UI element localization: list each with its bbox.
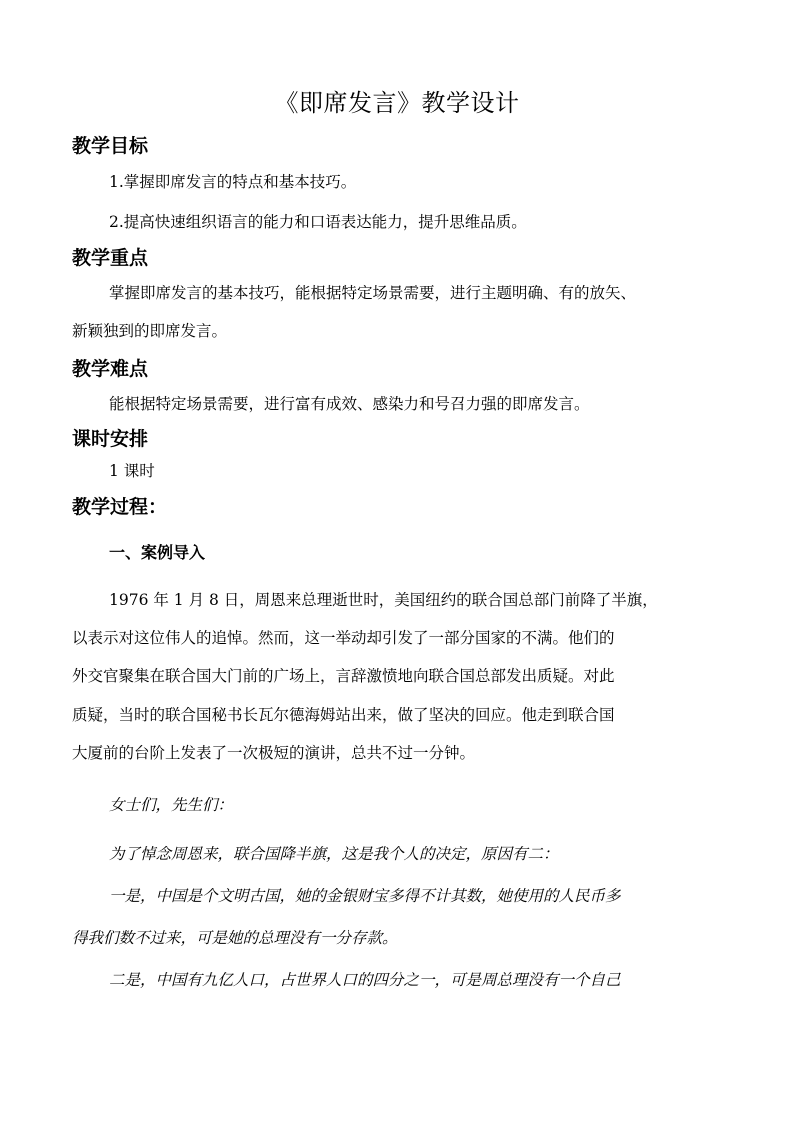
speech-reason-line: 得我们数不过来，可是她的总理没有一分存款。 bbox=[72, 929, 398, 947]
objective-item: 2.提高快速组织语言的能力和口语表达能力，提升思维品质。 bbox=[109, 213, 527, 231]
speech-line: 为了悼念周恩来，联合国降半旗，这是我个人的决定，原因有二： bbox=[109, 845, 559, 863]
paragraph-line: 外交官聚集在联合国大门前的广场上，言辞激愤地向联合国总部发出质疑。对此 bbox=[72, 667, 615, 685]
difficulties-line: 能根据特定场景需要，进行富有成效、感染力和号召力强的即席发言。 bbox=[109, 395, 590, 413]
heading-key-points: 教学重点 bbox=[72, 247, 149, 269]
paragraph-line: 1976 年 1 月 8 日，周恩来总理逝世时，美国纽约的联合国总部门前降了半旗， bbox=[109, 591, 658, 609]
speech-reason-line: 一是，中国是个文明古国，她的金银财宝多得不计其数，她使用的人民币多 bbox=[109, 887, 621, 905]
key-points-line: 掌握即席发言的基本技巧，能根据特定场景需要，进行主题明确、有的放矢、 bbox=[109, 284, 637, 302]
schedule-text: 1 课时 bbox=[109, 462, 155, 480]
paragraph-line: 大厦前的台阶上发表了一次极短的演讲，总共不过一分钟。 bbox=[72, 744, 476, 762]
document-title: 《即席发言》教学设计 bbox=[274, 89, 520, 117]
heading-process: 教学过程： bbox=[72, 496, 168, 518]
key-points-line: 新颖独到的即席发言。 bbox=[72, 322, 228, 340]
paragraph-line: 质疑，当时的联合国秘书长瓦尔德海姆站出来，做了坚决的回应。他走到联合国 bbox=[72, 706, 615, 724]
heading-objectives: 教学目标 bbox=[72, 135, 149, 157]
paragraph-line: 以表示对这位伟人的追悼。然而，这一举动却引发了一部分国家的不满。他们的 bbox=[72, 629, 615, 647]
subheading-case-intro: 一、案例导入 bbox=[109, 543, 206, 562]
heading-difficulties: 教学难点 bbox=[72, 358, 149, 380]
speech-reason-line: 二是，中国有九亿人口，占世界人口的四分之一，可是周总理没有一个自己 bbox=[109, 971, 621, 989]
objective-item: 1.掌握即席发言的特点和基本技巧。 bbox=[109, 173, 357, 191]
speech-salutation: 女士们，先生们： bbox=[109, 796, 234, 814]
heading-schedule: 课时安排 bbox=[72, 428, 149, 450]
